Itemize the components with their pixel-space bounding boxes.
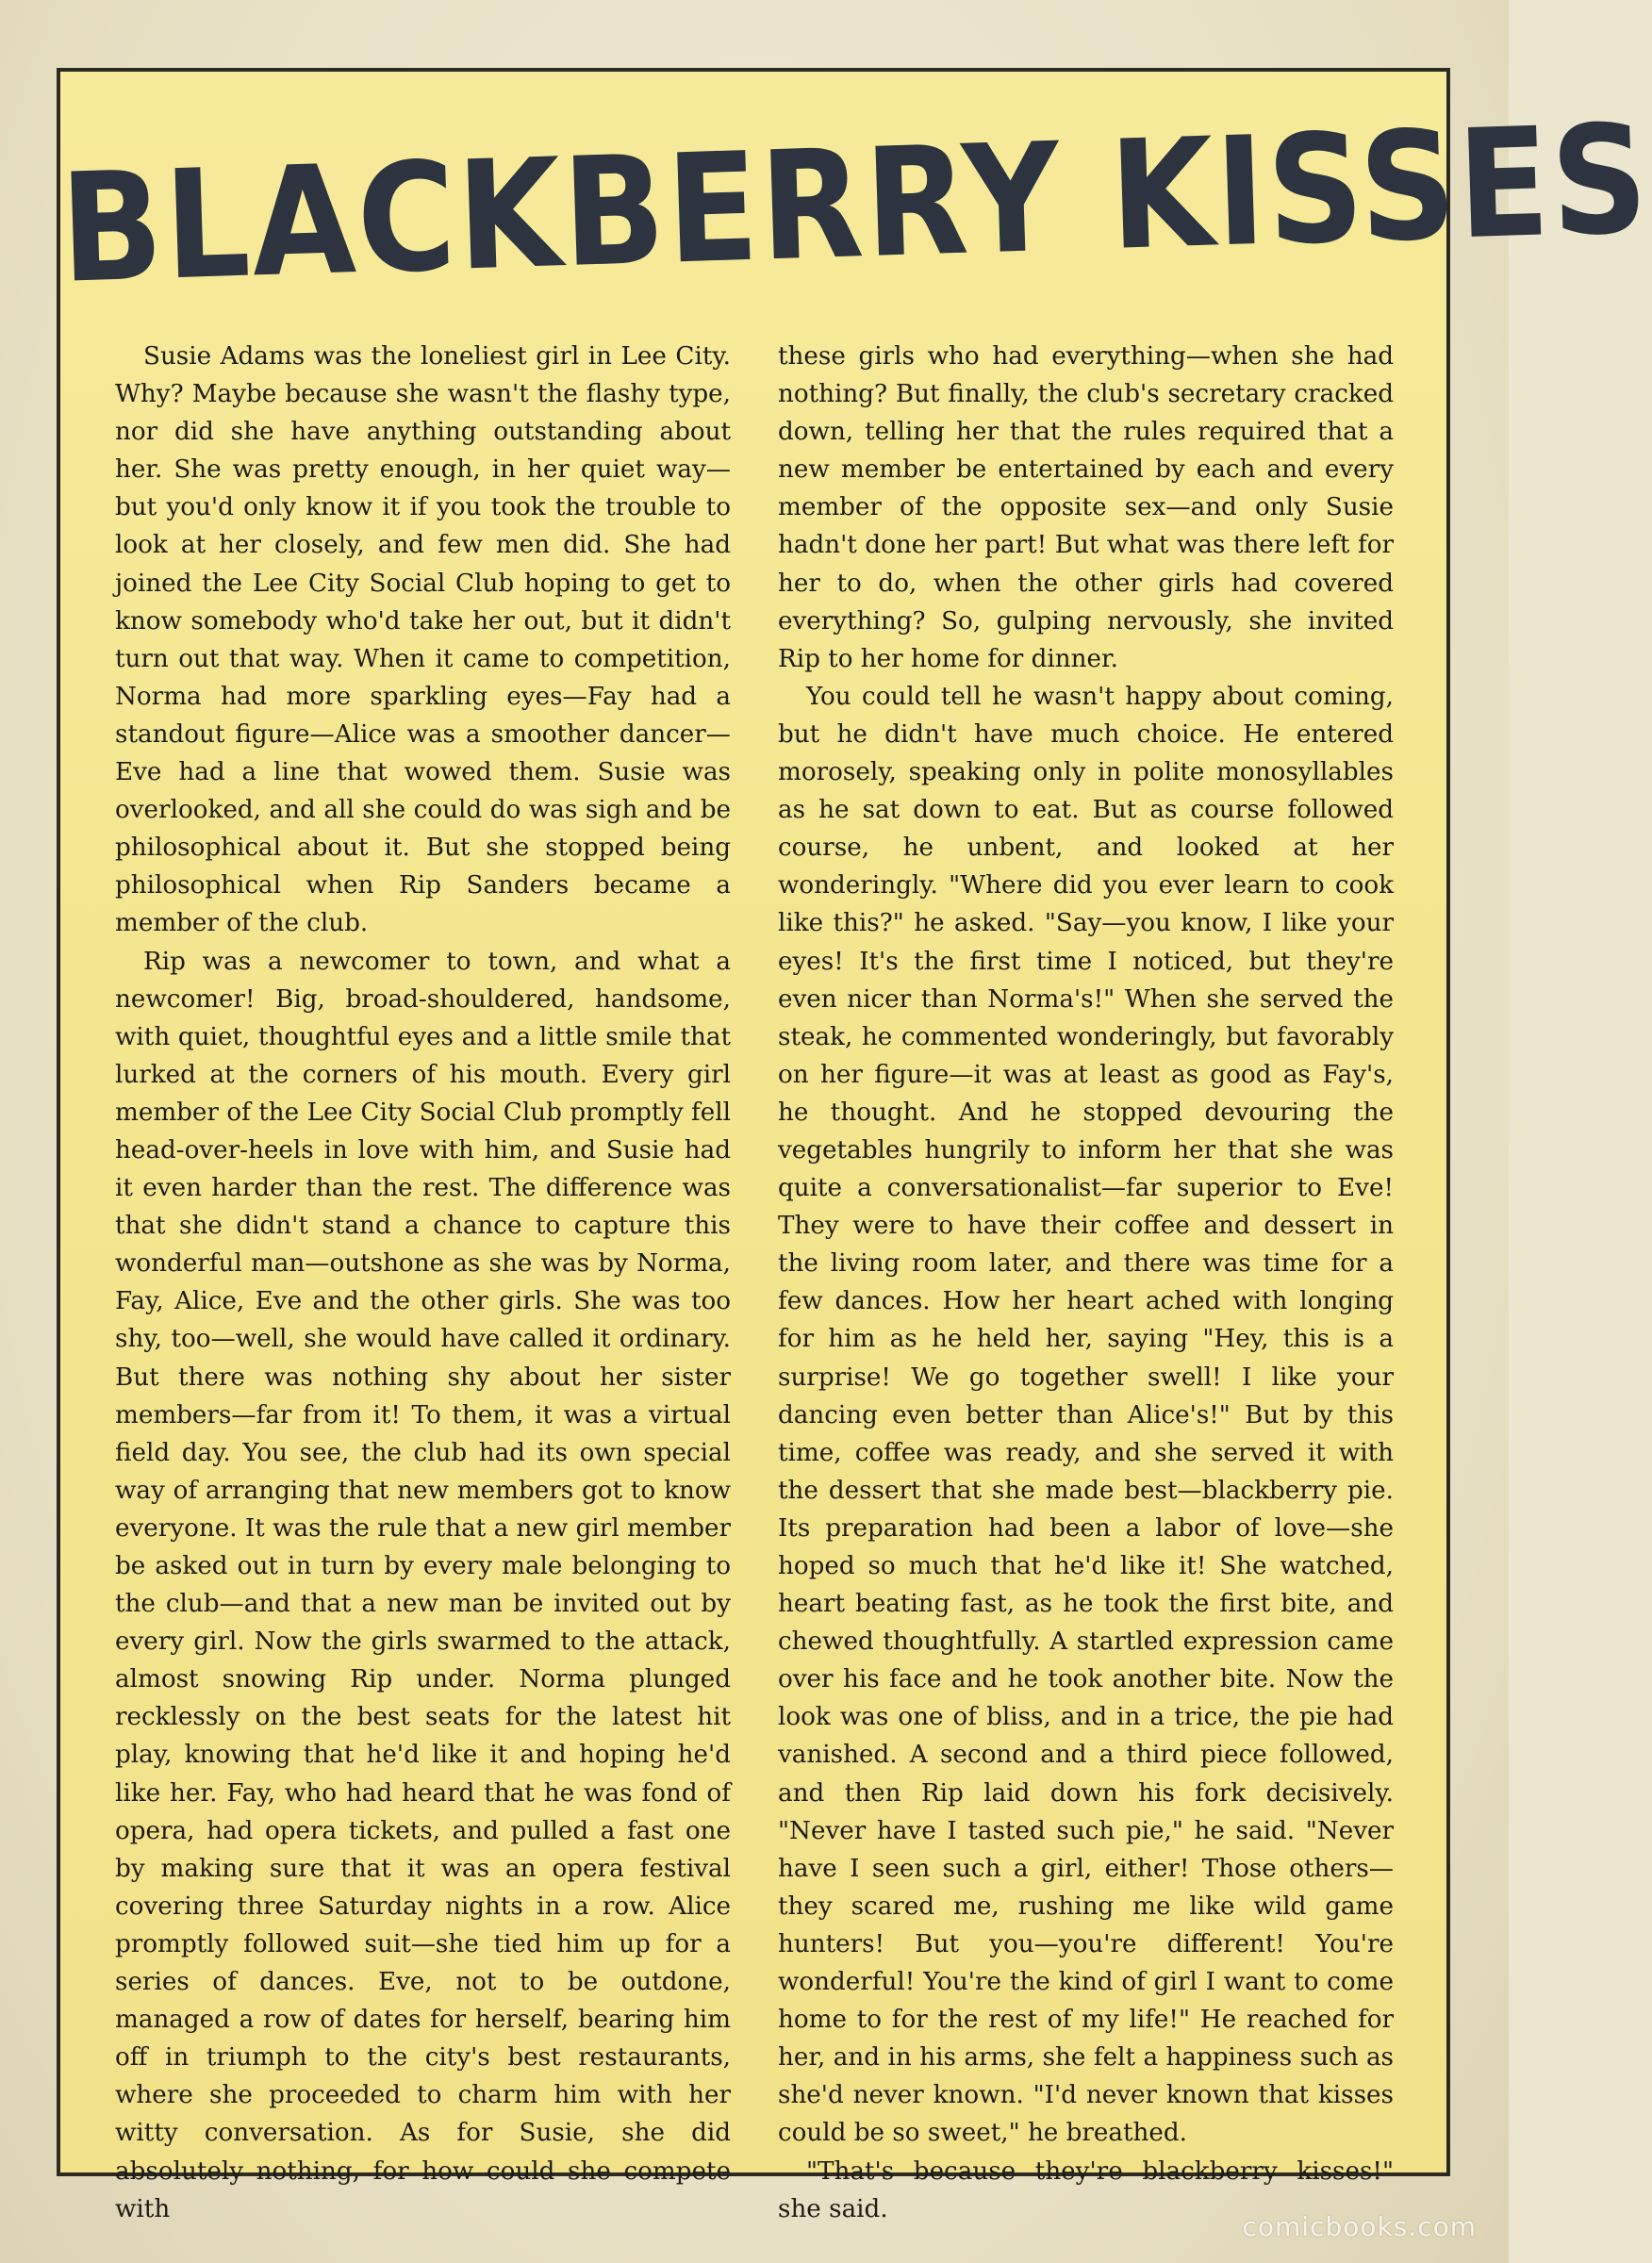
- paragraph: Susie Adams was the loneliest girl in Lee City. Why? Maybe because she wasn't the flashy type, nor did she have anything outstanding about her. She was pretty enough, in her quiet way—but you'd only know it if you took the trouble to look at her closely, and few men did. She had joined the Lee City Social Club hoping to get to know somebody who'd take her out, but it didn't turn out that way. When it came to competition, Norma had more sparkling eyes—Fay had a standout figure—Alice was a smoother dancer—Eve had a line that wowed them. Susie was overlooked, and all she could do was sigh and be philosophical about it. But she stopped being philosophical when Rip Sanders became a member of the club.: [115, 342, 731, 938]
- story-column-right: [778, 338, 1394, 2228]
- story-panel: [57, 68, 1652, 2223]
- site-watermark: comicbooks.com: [1242, 2211, 1477, 2242]
- story-columns: [115, 338, 1394, 2228]
- story-title: BLACKBERRY KISSES: [58, 92, 1652, 317]
- paragraph: You could tell he wasn't happy about coming, but he didn't have much choice. He entered morosely, speaking only in polite monosyllables as he sat down to eat. But as course followed course, he unbent, and looked at her wonderingly. "Where did you ever learn to cook like this?" he asked. "Say—you know, I like your eyes! It's the first time I noticed, but they're even nicer than Norma's!" When she served the steak, he commented wonderingly, but favorably on her figure—it was at least as good as Fay's, he thought. And he stopped devouring the vegetables hungrily to inform her that she was quite a conversationalist—far superior to Eve! They were to have their coffee and dessert in the living room later, and there was time for a few dances. How her heart ached with longing for him as he held her, saying "Hey, this is a surprise! We go together swell! I like your dancing even better than Alice's!" But by this time, coffee was ready, and she served it with the dessert that she made best—blackberry pie. Its preparation had been a labor of love—she hoped so much that he'd like it! She watched, heart beating fast, as he took the first bite, and chewed thoughtfully. A startled expression came over his face and he took another bite. Now the look was one of bliss, and in a trice, the pie had vanished. A second and a third piece followed, and then Rip laid down his fork decisively. "Never have I tasted such pie," he said. "Never have I seen such a girl, either! Those others—they scared me, rushing me like wild game hunters! But you—you're different! You're wonderful! You're the kind of girl I want to come home to for the rest of my life!" He reached for her, and in his arms, she felt a happiness such as she'd never known. "I'd never known that kisses could be so sweet," he breathed.: [778, 682, 1394, 2148]
- paragraph: "That's because they're blackberry kisses!" she said.: [778, 2156, 1394, 2223]
- paragraph: Rip was a newcomer to town, and what a newcomer! Big, broad-shouldered, handsome, with quiet, thoughtful eyes and a little smile that lurked at the corners of his mouth. Every girl member of the Lee City Social Club promptly fell head-over-heels in love with him, and Susie had it even harder than the rest. The difference was that she didn't stand a chance to capture this wonderful man—outshone as she was by Norma, Fay, Alice, Eve and the other girls. She was too shy, too—well, she would have called it ordinary. But there was nothing shy about her sister members—far from it! To them, it was a virtual field day. You see, the club had its own special way of arranging that new members got to know everyone. It was the rule that a new girl member be asked out in turn by every male belonging to the club—and that a new man be invited out by every girl. Now the girls swarmed to the attack, almost snowing Rip under. Norma plunged recklessly on the best seats for the latest hit play, knowing that he'd like it and hoping he'd like her. Fay, who had heard that he was fond of opera, had opera tickets, and pulled a fast one by making sure that it was an opera festival covering three Saturday nights in a row. Alice promptly followed suit—she tied him up for a series of dances. Eve, not to be outdone, managed a row of dates for herself, bearing him off in triumph to the city's best restaurants, where she proceeded to charm him with her witty conversation. As for Susie, she did absolutely nothing, for how could she compete with: [115, 947, 731, 2223]
- story-column-left: [115, 338, 731, 2228]
- paragraph: these girls who had everything—when she had nothing? But finally, the club's secretary cracked down, telling her that the rules required that a new member be entertained by each and every member of the opposite sex—and only Susie hadn't done her part! But what was there left for her to do, when the other girls had covered everything? So, gulping nervously, she invited Rip to her home for dinner.: [778, 342, 1394, 673]
